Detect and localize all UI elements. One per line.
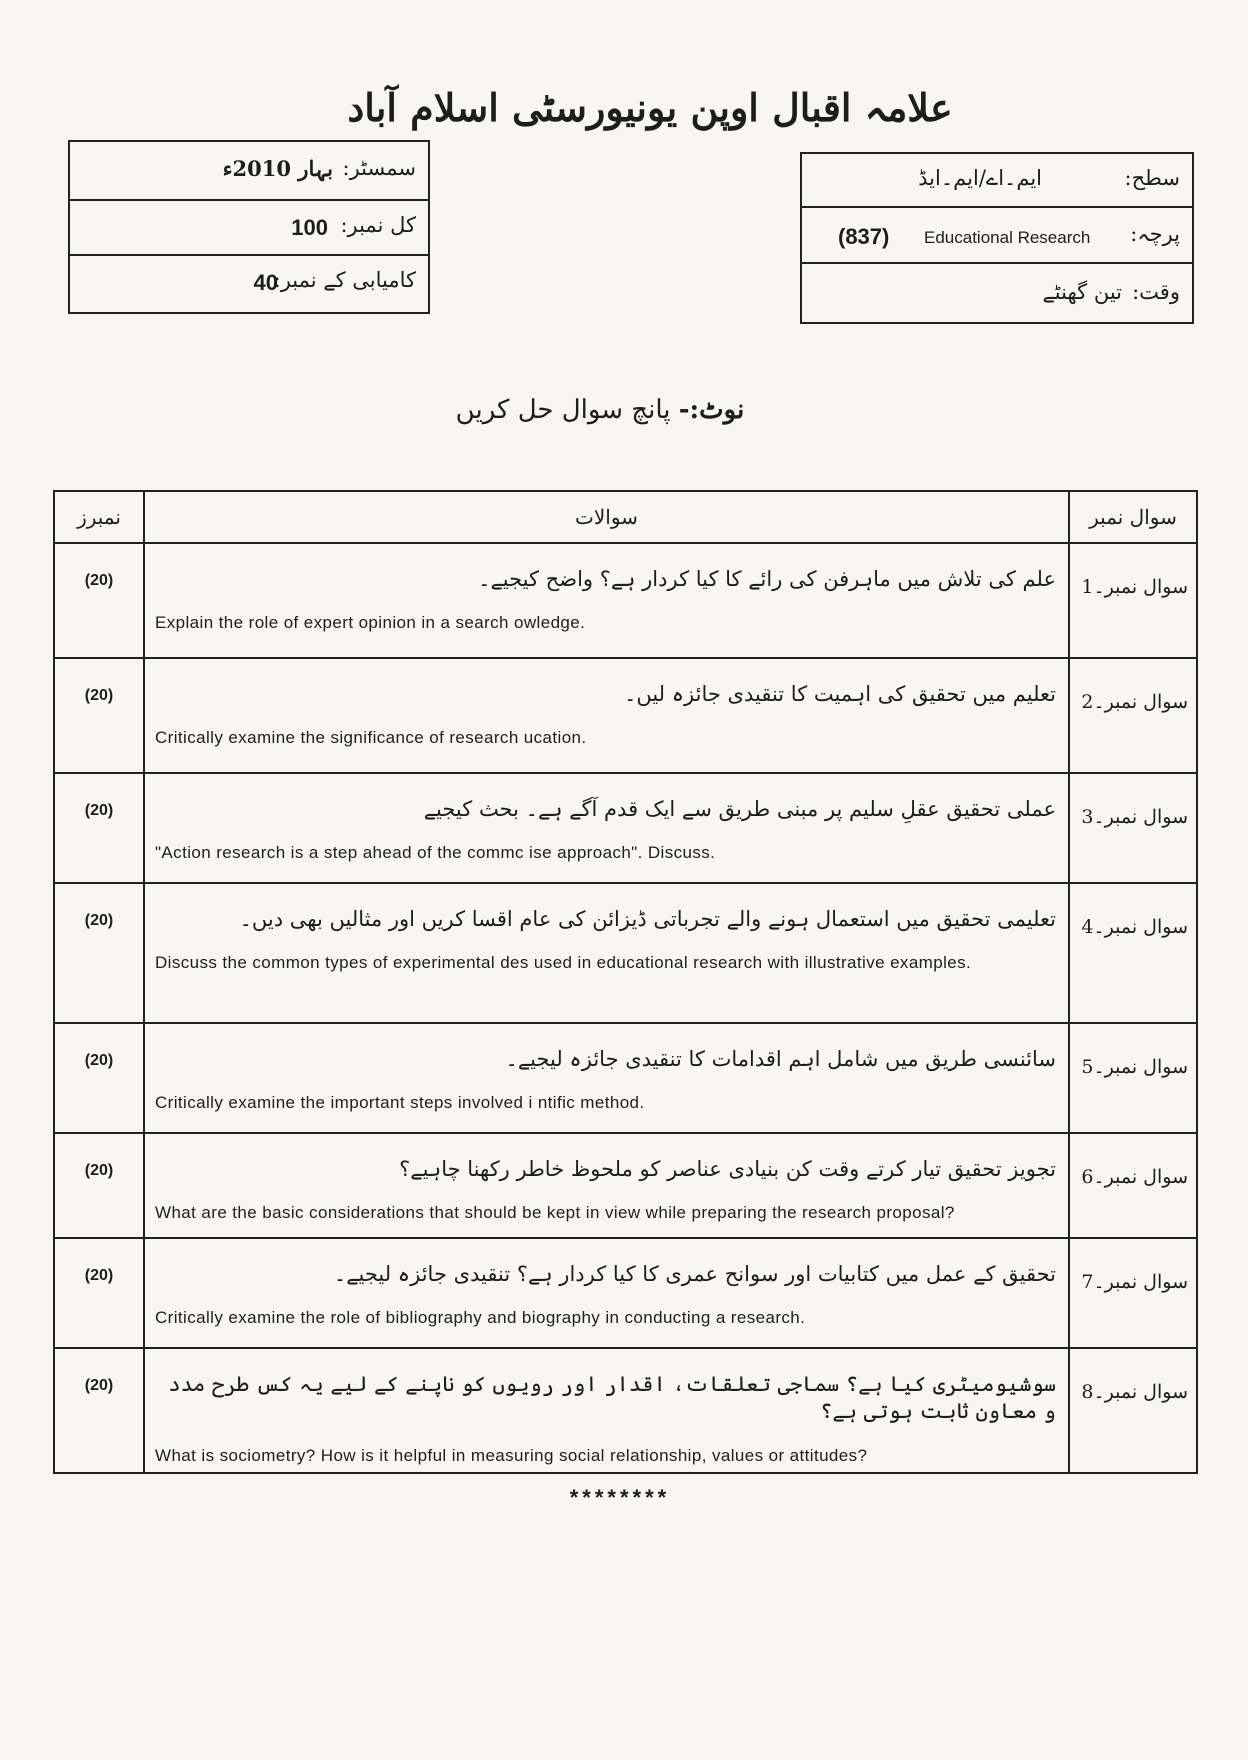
paper-row [802, 208, 1192, 264]
question-english: Critically examine the significance of research ucation. [155, 728, 587, 748]
end-marker: ******** [569, 1485, 671, 1510]
table-row [54, 1238, 1197, 1348]
time-value: تین گھنٹے [1042, 280, 1122, 304]
question-english: Discuss the common types of experimental des used in educational research with illustrative examples. [155, 953, 972, 973]
question-english: What is sociometry? How is it helpful in measuring social relationship, values or attitudes? [155, 1445, 868, 1465]
pass-marks-row [70, 256, 428, 312]
university-title: علامہ اقبال اوپن یونیورسٹی اسلام آباد [347, 85, 953, 130]
table-row [54, 1348, 1197, 1473]
question-cell [144, 1348, 1069, 1473]
qnum-cell: سوال نمبر۔5 [1069, 1023, 1197, 1133]
marks-cell: (20) [54, 1023, 144, 1133]
total-marks-row [70, 201, 428, 256]
paper-code: (837) [838, 224, 890, 249]
question-urdu: سائنسی طریق میں شامل اہم اقدامات کا تنقیدی جائزہ لیجیے۔ [505, 1047, 1056, 1071]
semester-label: سمسٹر: [342, 156, 416, 180]
table-row [54, 1023, 1197, 1133]
qnum-header: سوال نمبر [1069, 491, 1197, 543]
level-row [802, 154, 1192, 208]
table-row [54, 658, 1197, 773]
pass-marks-value: 40 [253, 270, 278, 295]
time-label: وقت: [1132, 280, 1180, 304]
table-row [54, 883, 1197, 1023]
question-cell [144, 883, 1069, 1023]
course-info-box [800, 152, 1194, 324]
question-cell [144, 1023, 1069, 1133]
questions-header: سوالات [144, 491, 1069, 543]
paper-name: Educational Research [924, 228, 1091, 247]
qnum-cell: سوال نمبر۔4 [1069, 883, 1197, 1023]
marks-cell: (20) [54, 773, 144, 883]
time-row [802, 264, 1192, 322]
qnum-cell: سوال نمبر۔1 [1069, 543, 1197, 658]
questions-table [53, 490, 1198, 1474]
note-label: نوٹ:- [678, 395, 745, 425]
total-marks-label: کل نمبر: [340, 213, 416, 237]
table-header-row [54, 491, 1197, 543]
marks-cell: (20) [54, 543, 144, 658]
qnum-cell: سوال نمبر۔8 [1069, 1348, 1197, 1473]
marks-header: نمبرز [54, 491, 144, 543]
table-row [54, 1133, 1197, 1238]
question-cell [144, 1133, 1069, 1238]
question-urdu: تحقیق کے عمل میں کتابیات اور سوانح عمری کا کیا کردار ہے؟ تنقیدی جائزہ لیجیے۔ [333, 1262, 1056, 1286]
table-row [54, 773, 1197, 883]
question-cell [144, 1238, 1069, 1348]
question-english: Critically examine the important steps involved i ntific method. [155, 1093, 645, 1113]
qnum-cell: سوال نمبر۔6 [1069, 1133, 1197, 1238]
marks-cell: (20) [54, 1238, 144, 1348]
question-urdu: سوشیومیٹری کیا ہے؟ سماجی تعلقات، اقدار اور رویوں کو ناپنے کے لیے یہ کس طرح مدد و معاون ثابت ہوتی ہے؟ [168, 1372, 1056, 1424]
note-text: پانچ سوال حل کریں [455, 395, 671, 425]
instruction-note [440, 395, 760, 425]
total-marks-value: 100 [291, 215, 328, 240]
question-urdu: تجویز تحقیق تیار کرتے وقت کن بنیادی عناصر کو ملحوظ خاطر رکھنا چاہیے؟ [399, 1157, 1056, 1181]
question-cell [144, 773, 1069, 883]
question-urdu: علم کی تلاش میں ماہرفن کی رائے کا کیا کردار ہے؟ واضح کیجیے۔ [478, 567, 1056, 591]
paper-label: پرچہ: [1130, 222, 1180, 246]
qnum-cell: سوال نمبر۔3 [1069, 773, 1197, 883]
question-cell [144, 543, 1069, 658]
question-english: Critically examine the role of bibliography and biography in conducting a research. [155, 1308, 806, 1328]
question-cell [144, 658, 1069, 773]
marks-cell: (20) [54, 1133, 144, 1238]
table-row [54, 543, 1197, 658]
semester-row [70, 142, 428, 201]
question-english: "Action research is a step ahead of the commc ise approach". Discuss. [155, 843, 716, 863]
level-label: سطح: [1124, 166, 1180, 190]
question-urdu: عملی تحقیق عقلِ سلیم پر مبنی طریق سے ایک قدم آگے ہے۔ بحث کیجیے [423, 797, 1056, 821]
exam-info-box [68, 140, 430, 314]
marks-cell: (20) [54, 883, 144, 1023]
question-urdu: تعلیم میں تحقیق کی اہمیت کا تنقیدی جائزہ لیں۔ [624, 682, 1056, 706]
qnum-cell: سوال نمبر۔7 [1069, 1238, 1197, 1348]
level-value: ایم۔اے/ایم۔ایڈ [918, 166, 1042, 190]
qnum-cell: سوال نمبر۔2 [1069, 658, 1197, 773]
question-english: What are the basic considerations that should be kept in view while preparing the research proposal? [155, 1203, 955, 1223]
marks-cell: (20) [54, 658, 144, 773]
question-english: Explain the role of expert opinion in a search owledge. [155, 613, 586, 633]
marks-cell: (20) [54, 1348, 144, 1473]
semester-value: بہار 2010ء [222, 156, 333, 181]
pass-marks-label: کامیابی کے نمبر: [273, 268, 416, 292]
question-urdu: تعلیمی تحقیق میں استعمال ہونے والے تجرباتی ڈیزائن کی عام اقسا کریں اور مثالیں بھی دیں۔ [239, 907, 1056, 931]
